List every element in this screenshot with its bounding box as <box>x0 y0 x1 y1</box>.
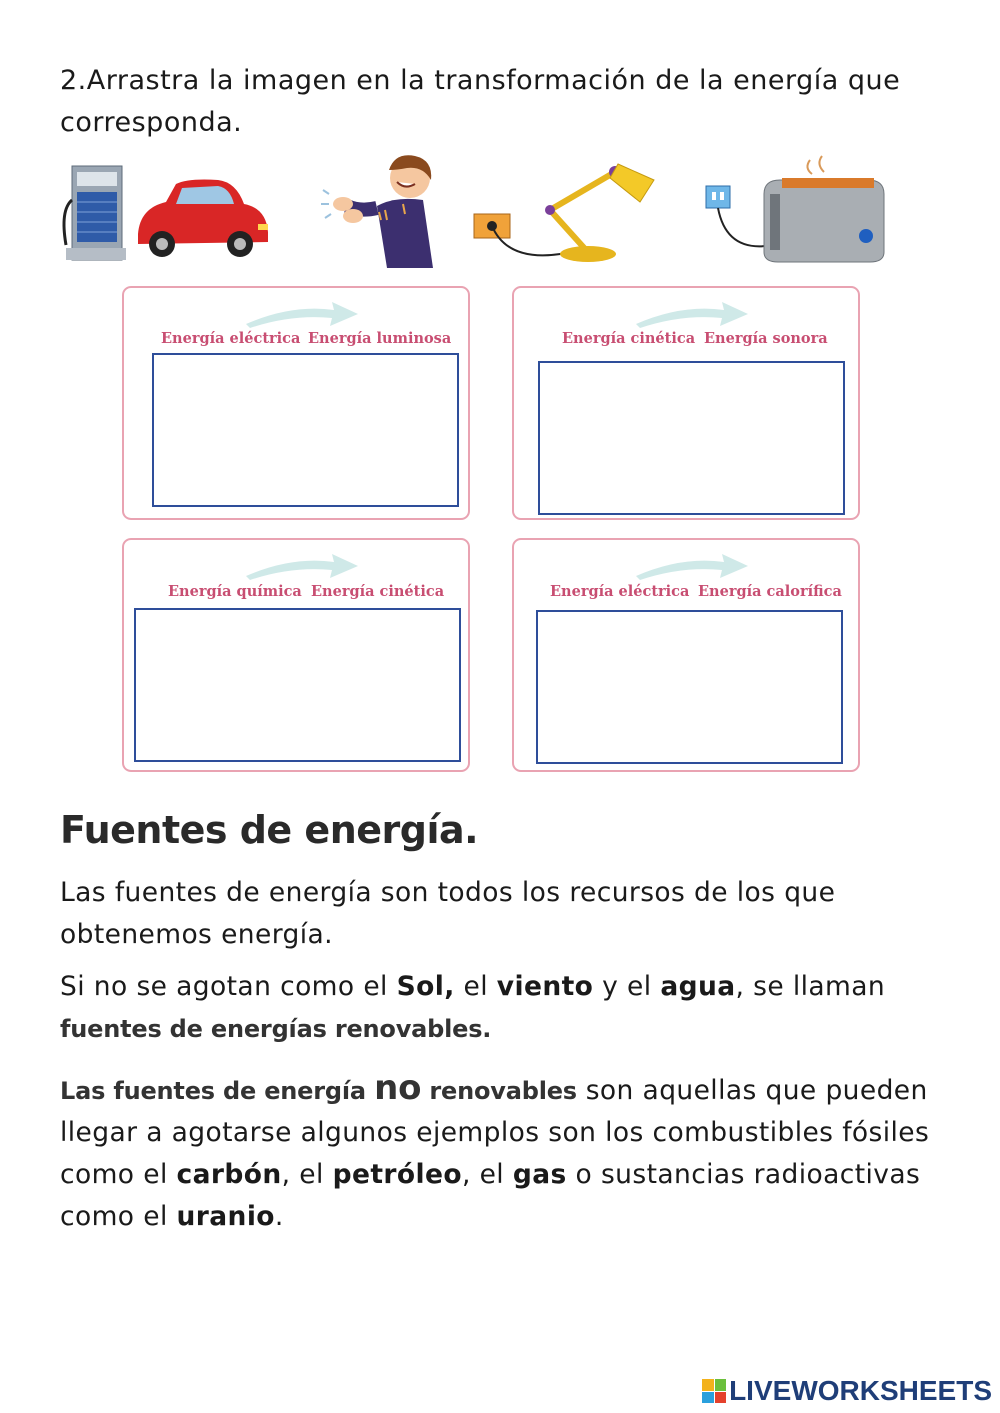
text: el <box>454 971 497 1002</box>
text: , el <box>281 1159 333 1190</box>
energy-to-label: Energía cinética <box>311 583 445 600</box>
drop-zone[interactable] <box>536 610 843 764</box>
liveworksheets-logo <box>702 1375 992 1407</box>
toaster-image[interactable] <box>700 150 890 268</box>
arrow-icon <box>242 550 362 582</box>
bold-text: Sol, <box>396 971 455 1002</box>
section-title: Fuentes de energía. <box>60 808 479 852</box>
bold-text: gas <box>512 1159 567 1190</box>
paragraph-definition: Las fuentes de energía son todos los recursos de los que obtenemos energía. <box>60 877 836 950</box>
energy-from-label: Energía química <box>168 583 302 600</box>
transformation-card-4 <box>512 538 860 772</box>
transformation-card-3 <box>122 538 470 772</box>
text: , el <box>461 1159 513 1190</box>
drop-zone[interactable] <box>538 361 845 515</box>
clapping-boy-image[interactable] <box>315 150 440 268</box>
energy-to-label: Energía sonora <box>704 330 828 347</box>
instruction-text: 2.Arrastra la imagen en la transformación de la energía que corresponda. <box>60 65 901 138</box>
desk-lamp-image[interactable] <box>470 150 660 268</box>
bold-text: viento <box>496 971 594 1002</box>
text: . <box>274 1201 284 1232</box>
energy-to-label: Energía luminosa <box>308 330 452 347</box>
paragraph-non-renewables <box>60 1067 950 1238</box>
drop-zone[interactable] <box>134 608 461 762</box>
energy-from-label: Energía eléctrica <box>161 330 301 347</box>
liveworksheets-logo-icon <box>702 1379 726 1403</box>
arrow-icon <box>242 298 362 330</box>
transformation-card-2 <box>512 286 860 520</box>
gas-pump-car-image[interactable] <box>58 150 273 268</box>
text: , se llaman <box>735 971 886 1002</box>
paragraph-renewables <box>60 966 950 1050</box>
non-renewables-term: renovables <box>421 1077 577 1105</box>
text: son aquellas que pueden llegar a agotarse algunos ejemplos son los combustibles fósiles como el <box>60 1075 930 1190</box>
text: Si no se agotan como el <box>60 971 397 1002</box>
energy-from-label: Energía cinética <box>562 330 696 347</box>
brand-name: LIVEWORKSHEETS <box>729 1375 992 1406</box>
bold-text: petróleo <box>332 1159 462 1190</box>
arrow-icon <box>632 550 752 582</box>
no-word: no <box>374 1068 422 1108</box>
bold-text: uranio <box>176 1201 275 1232</box>
text: y el <box>593 971 661 1002</box>
non-renewables-term: Las fuentes de energía <box>60 1077 375 1105</box>
text: o sustancias radioactivas como el <box>60 1159 921 1232</box>
transformation-card-1 <box>122 286 470 520</box>
energy-from-label: Energía eléctrica <box>550 583 690 600</box>
energy-to-label: Energía calorífica <box>698 583 842 600</box>
renewables-term: fuentes de energías renovables. <box>60 1015 492 1043</box>
arrow-icon <box>632 298 752 330</box>
bold-text: agua <box>660 971 736 1002</box>
bold-text: carbón <box>176 1159 282 1190</box>
drop-zone[interactable] <box>152 353 459 507</box>
